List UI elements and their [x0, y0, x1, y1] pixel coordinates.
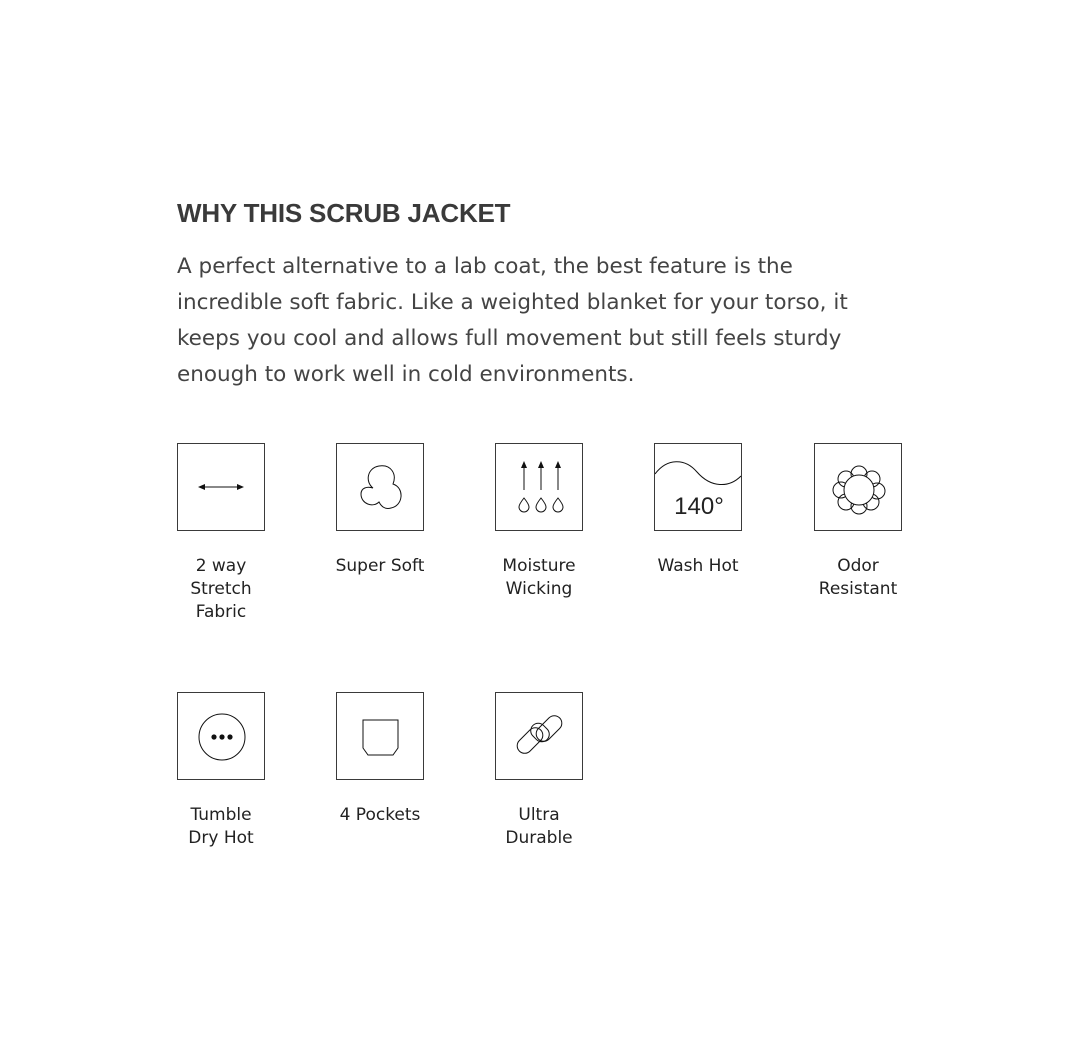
- two-way-arrow-icon: [177, 443, 265, 531]
- tumble-dry-icon: [177, 692, 265, 780]
- feature-label: Super Soft: [335, 556, 425, 576]
- feature-item-ultra-durable: [495, 692, 583, 850]
- feature-item-stretch: [177, 443, 265, 624]
- moisture-wicking-icon: [495, 443, 583, 531]
- feature-label: Wash Hot: [657, 556, 739, 576]
- pocket-icon: [336, 692, 424, 780]
- cloud-icon: [336, 443, 424, 531]
- feature-item-moisture-wicking: [495, 443, 583, 601]
- feature-item-tumble-dry: [177, 692, 265, 850]
- feature-label: 4 Pockets: [339, 805, 421, 825]
- feature-label: 2 way Stretch Fabric: [190, 556, 252, 622]
- wash-hot-icon: [654, 443, 742, 531]
- feature-label: Moisture Wicking: [502, 556, 576, 599]
- section-description: A perfect alternative to a lab coat, the best feature is the incredible soft fabric. Like a weighted blanket for your torso, it keeps you cool and allows full movement but still feels sturdy enough to work well in cold environments.: [177, 254, 848, 387]
- chain-link-icon: [495, 692, 583, 780]
- feature-label: Tumble Dry Hot: [188, 805, 254, 848]
- feature-item-super-soft: [336, 443, 424, 578]
- wash-temperature-text: 140°: [674, 493, 724, 520]
- flower-icon: [814, 443, 902, 531]
- feature-item-odor-resistant: [814, 443, 902, 601]
- feature-item-wash-hot: [654, 443, 742, 578]
- feature-label: Odor Resistant: [818, 556, 898, 599]
- feature-label: Ultra Durable: [505, 805, 573, 848]
- section-heading: WHY THIS SCRUB JACKET: [177, 198, 511, 228]
- feature-item-pockets: [336, 692, 424, 827]
- features-section: [177, 196, 903, 393]
